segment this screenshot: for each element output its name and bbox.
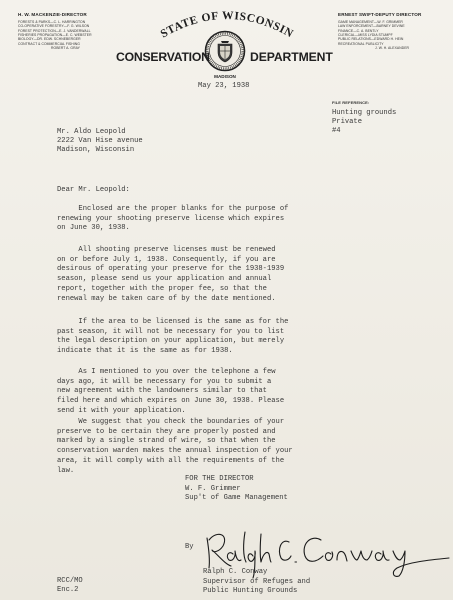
staff-line: ROBERT A. GRAY	[51, 46, 80, 51]
staff-line: PUBLIC RELATIONS—EDWARD H. HEIN	[338, 37, 404, 42]
file-reference-line: Private	[332, 118, 362, 126]
enclosure-note: Enc.2	[57, 585, 79, 594]
body-line: As I mentioned to you over the telephone a few	[57, 368, 276, 376]
director-name: H. W. MACKENZIE-DIRECTOR	[18, 12, 87, 17]
staff-line: FORESTS & PARKS—C. L. HARRINGTON	[18, 20, 86, 24]
closing-line: FOR THE DIRECTOR	[185, 475, 254, 483]
staff-line: FOREST PROTECTION—E. J. VANDERWALL	[18, 28, 91, 33]
file-reference	[332, 109, 396, 136]
closing-line: W. F. Grimmer	[185, 484, 241, 493]
file-reference-line: Hunting grounds	[332, 109, 397, 117]
body-line: past season, it will not be necessary for you to list	[57, 327, 285, 336]
body-line: report, together with the proper fee, so that the	[57, 284, 267, 293]
signer-title: Supervisor of Refuges and	[203, 577, 311, 586]
signer-title: Public Hunting Grounds	[203, 587, 298, 596]
state-seal-icon	[204, 30, 246, 72]
body-paragraph	[57, 318, 288, 357]
body-line: We suggest that you check the boundaries of your	[57, 418, 285, 426]
arc-title-text: STATE OF WISCONSIN	[158, 9, 296, 41]
body-paragraph	[57, 205, 288, 234]
deputy-director-name: ERNEST SWIFT-DEPUTY DIRECTOR	[338, 12, 422, 17]
body-line: conservation warden makes the annual inspection of your	[57, 447, 293, 456]
letterhead-right-staff	[338, 12, 446, 50]
staff-line: J. W. H. ALEXANDER	[374, 46, 410, 51]
salutation: Dear Mr. Leopold:	[57, 186, 130, 194]
body-line: Enclosed are the proper blanks for the purpose of	[57, 205, 289, 213]
staff-line: FINANCE—C. A. BENTLY	[338, 28, 379, 33]
body-line: days ago, it will be necessary for you to submit a	[57, 377, 272, 386]
body-line: filed here and which expires on June 30, 1938. Please	[57, 397, 285, 406]
signer-name: Ralph C. Conway	[203, 568, 268, 576]
body-line: on June 30, 1938.	[57, 224, 130, 233]
closing-block	[185, 475, 288, 504]
recipient-address	[57, 128, 143, 156]
body-line: area, it will comply with all the requirements of the	[57, 456, 285, 465]
staff-line: GAME MANAGEMENT—W. F. GRIMMER	[338, 20, 403, 24]
body-line: law.	[57, 466, 75, 475]
body-line: send it with your application.	[57, 406, 186, 415]
body-line: season, please send us your application and annual	[57, 275, 272, 284]
file-reference-line: #4	[332, 127, 341, 135]
reference-initials: RCC/MO	[57, 577, 83, 585]
body-line: indicate that it is the same as for 1938.	[57, 347, 233, 356]
body-paragraph	[57, 368, 284, 417]
body-line: If the area to be licensed is the same as for the	[57, 318, 289, 326]
body-line: desirous of operating your preserve for the 1938-1939	[57, 265, 285, 274]
recipient-line: Madison, Wisconsin	[57, 146, 135, 155]
staff-line: CLERICAL—MISS LYDIA STUMPF	[338, 33, 393, 38]
body-line: All shooting preserve licenses must be renewed	[57, 246, 276, 254]
staff-line: FISHERIES PROPAGATION—E. C. WEBSTER	[18, 33, 92, 38]
staff-line: CONTRACT & COMMERCIAL FISHING	[18, 41, 80, 46]
staff-line: LAW ENFORCEMENT—BARNEY DEVINE	[338, 24, 405, 29]
body-line: renewing your shooting preserve license which expires	[57, 214, 285, 223]
staff-line: CO-OPERATIVE FORESTRY—F. G. WILSON	[18, 24, 90, 29]
closing-line: Sup't of Game Management	[185, 494, 288, 503]
signed-name-block	[203, 568, 310, 597]
body-line: the legal description on your application, but merely	[57, 337, 285, 346]
by-label: By	[185, 543, 194, 551]
recipient-line: 2222 Van Hise avenue	[57, 137, 143, 146]
body-line: on or before July 1, 1938. Consequently, if you are	[57, 255, 276, 264]
staff-line: RECREATIONAL PUBLICITY	[338, 41, 384, 46]
letterhead-word-department: DEPARTMENT	[250, 50, 333, 64]
body-line: renewal may be taken care of by the date mentioned.	[57, 294, 276, 303]
file-reference-label: FILE REFERENCE:	[332, 100, 370, 105]
body-paragraph	[57, 418, 293, 476]
body-line: marked by a single strand of wire, so that when the	[57, 437, 276, 446]
body-paragraph	[57, 246, 284, 304]
body-line: new agreement with the landowners similar to that	[57, 387, 267, 396]
letterhead-left-staff	[18, 12, 113, 50]
recipient-line: Mr. Aldo Leopold	[57, 128, 126, 136]
letter-date: May 23, 1938	[198, 82, 250, 90]
letterhead-word-conservation: CONSERVATION	[116, 50, 210, 64]
letterhead-city: MADISON	[214, 74, 236, 79]
typist-initials	[57, 577, 83, 594]
staff-line: BIOLOGY—DR. EDW. SCHNEBERGER	[18, 37, 81, 42]
body-line: preserve to be certain they are properly posted and	[57, 427, 276, 436]
